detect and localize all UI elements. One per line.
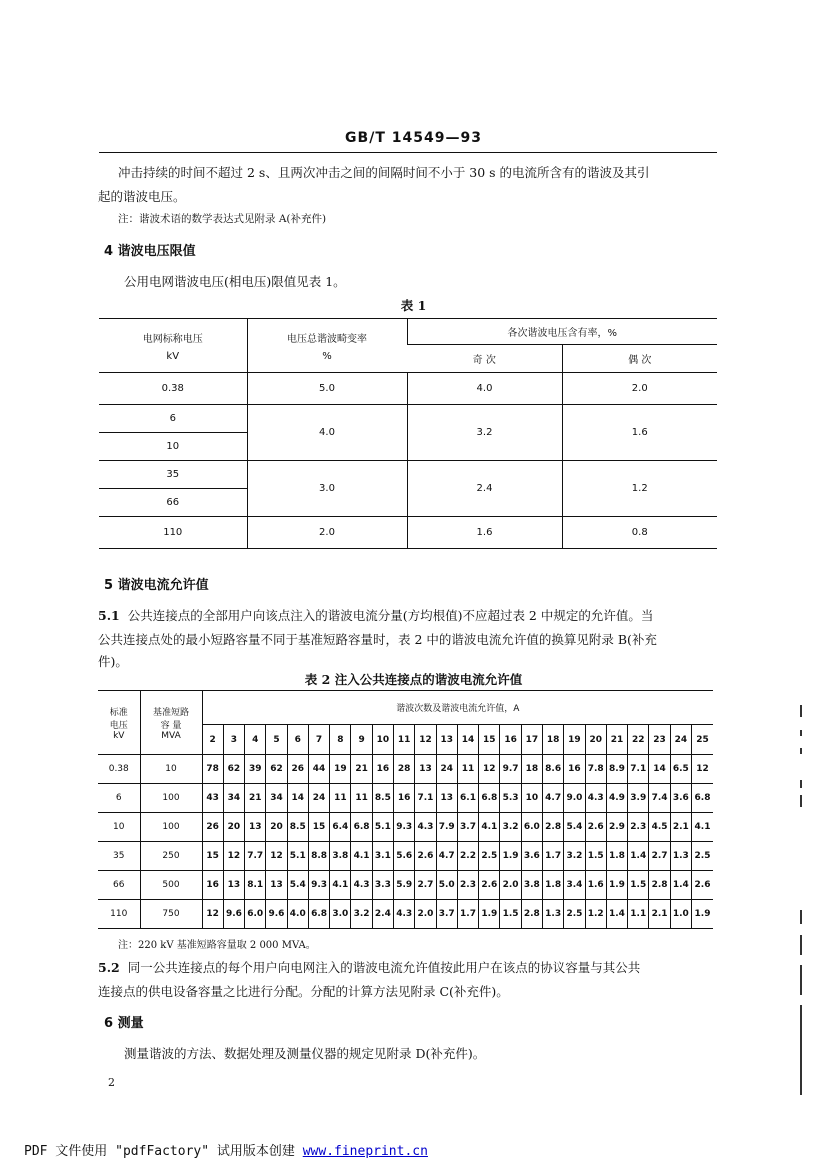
t2-value-cell: 1.7 (457, 900, 478, 929)
t1-cell: 6 (99, 405, 247, 433)
t2-value-cell: 3.8 (521, 871, 542, 900)
t2-voltage-cell: 6 (98, 784, 140, 813)
t2-value-cell: 2.5 (479, 842, 500, 871)
t2-order-header: 10 (372, 725, 393, 755)
t2-value-cell: 16 (372, 755, 393, 784)
t2-value-cell: 6.8 (351, 813, 372, 842)
t2-value-cell: 26 (202, 813, 223, 842)
t2-value-cell: 16 (394, 784, 415, 813)
table-row (98, 813, 713, 842)
t2-value-cell: 4.3 (394, 900, 415, 929)
t2-value-cell: 16 (202, 871, 223, 900)
t2-value-cell: 1.9 (691, 900, 713, 929)
t2-value-cell: 5.4 (564, 813, 585, 842)
t2-value-cell: 1.8 (543, 871, 564, 900)
t2-value-cell: 6.0 (521, 813, 542, 842)
t2-order-header: 15 (479, 725, 500, 755)
t2-order-header: 17 (521, 725, 542, 755)
t2-value-cell: 9.3 (394, 813, 415, 842)
t2-value-cell: 8.8 (308, 842, 329, 871)
t2-value-cell: 1.5 (585, 842, 606, 871)
t2-sc-label: 基准短路 (152, 707, 189, 718)
t2-order-header: 5 (266, 725, 287, 755)
t2-value-cell: 4.3 (415, 813, 436, 842)
t1-thd-label: 电压总谐波畸变率 (287, 333, 367, 345)
t2-value-cell: 11 (330, 784, 351, 813)
t2-value-cell: 12 (479, 755, 500, 784)
t2-value-cell: 13 (436, 784, 457, 813)
t2-sc-cell: 500 (140, 871, 202, 900)
t1-cell: 2.4 (407, 461, 562, 517)
t2-value-cell: 5.9 (394, 871, 415, 900)
t2-order-header: 19 (564, 725, 585, 755)
t2-value-cell: 12 (691, 755, 713, 784)
t2-header-voltage (98, 691, 140, 755)
t1-header-even: 偶 次 (562, 345, 717, 373)
t2-value-cell: 3.0 (330, 900, 351, 929)
t1-cell: 1.6 (562, 405, 717, 461)
t2-sc-unit: MVA (161, 730, 181, 741)
t2-value-cell: 1.3 (543, 900, 564, 929)
t2-value-cell: 1.9 (500, 842, 521, 871)
t2-value-cell: 4.7 (436, 842, 457, 871)
t2-value-cell: 13 (415, 755, 436, 784)
t2-value-cell: 11 (351, 784, 372, 813)
t2-value-cell: 21 (245, 784, 266, 813)
t2-order-header: 25 (691, 725, 713, 755)
t2-value-cell: 6.8 (479, 784, 500, 813)
table-2-caption: 表 2 注入公共连接点的谐波电流允许值 (304, 672, 523, 687)
t1-voltage-unit: kV (166, 350, 180, 362)
t2-value-cell: 44 (308, 755, 329, 784)
t2-order-header: 11 (394, 725, 415, 755)
t1-cell: 35 (99, 461, 247, 489)
t2-value-cell: 3.1 (372, 842, 393, 871)
t2-value-cell: 2.8 (521, 900, 542, 929)
t1-cell: 0.8 (562, 517, 717, 549)
t2-order-header: 8 (330, 725, 351, 755)
t2-value-cell: 2.6 (585, 813, 606, 842)
t2-value-cell: 3.2 (500, 813, 521, 842)
t2-value-cell: 5.1 (287, 842, 308, 871)
t2-value-cell: 3.9 (628, 784, 649, 813)
pdf-footer (24, 1140, 428, 1159)
scan-mark (800, 730, 802, 736)
t2-value-cell: 6.8 (308, 900, 329, 929)
section-6-title: 6 测量 (104, 1016, 144, 1031)
t2-value-cell: 3.3 (372, 871, 393, 900)
section-5-title: 5 谐波电流允许值 (104, 578, 209, 593)
scan-mark (800, 910, 802, 924)
t2-value-cell: 4.3 (585, 784, 606, 813)
t1-cell: 4.0 (247, 405, 407, 461)
t2-value-cell: 20 (223, 813, 244, 842)
t2-value-cell: 1.4 (628, 842, 649, 871)
t2-value-cell: 1.5 (628, 871, 649, 900)
t2-order-header: 2 (202, 725, 223, 755)
t2-voltage-label-2: 电压 (109, 720, 128, 731)
t1-cell: 2.0 (247, 517, 407, 549)
t1-header-odd: 奇 次 (407, 345, 562, 373)
t2-value-cell: 12 (223, 842, 244, 871)
t2-value-cell: 2.3 (628, 813, 649, 842)
t2-value-cell: 3.6 (521, 842, 542, 871)
t2-voltage-unit: kV (113, 730, 125, 741)
table-1-caption: 表 1 (400, 298, 427, 313)
t2-value-cell: 8.6 (543, 755, 564, 784)
t2-value-cell: 3.2 (351, 900, 372, 929)
section-5-1-line-1 (98, 604, 718, 628)
scan-mark (800, 795, 802, 807)
section-5-1-line-3: 件)。 (98, 654, 128, 669)
t2-value-cell: 2.0 (500, 871, 521, 900)
t2-value-cell: 12 (202, 900, 223, 929)
t2-voltage-cell: 110 (98, 900, 140, 929)
t2-value-cell: 4.1 (351, 842, 372, 871)
t2-value-cell: 2.6 (415, 842, 436, 871)
t2-value-cell: 14 (287, 784, 308, 813)
t1-header-voltage (99, 319, 247, 373)
table-row (98, 871, 713, 900)
t2-value-cell: 39 (245, 755, 266, 784)
t2-value-cell: 2.5 (691, 842, 713, 871)
t2-value-cell: 8.1 (245, 871, 266, 900)
t2-order-header: 16 (500, 725, 521, 755)
scan-mark (800, 1005, 802, 1095)
t2-sc-cell: 100 (140, 784, 202, 813)
t2-value-cell: 11 (457, 755, 478, 784)
table-row (98, 842, 713, 871)
t2-value-cell: 1.2 (585, 900, 606, 929)
t2-value-cell: 4.1 (479, 813, 500, 842)
section-5-1-number: 5.1 (98, 608, 120, 623)
t2-order-header: 6 (287, 725, 308, 755)
t2-value-cell: 13 (245, 813, 266, 842)
t2-order-header: 21 (606, 725, 627, 755)
t2-value-cell: 78 (202, 755, 223, 784)
t2-order-header: 12 (415, 725, 436, 755)
t1-cell: 1.6 (407, 517, 562, 549)
t1-cell: 2.0 (562, 373, 717, 405)
t2-value-cell: 2.1 (649, 900, 670, 929)
t1-cell: 66 (99, 489, 247, 517)
t2-voltage-cell: 10 (98, 813, 140, 842)
t2-value-cell: 20 (266, 813, 287, 842)
t2-header-harmonic: 谐波次数及谐波电流允许值，A (202, 691, 713, 725)
t2-order-header: 14 (457, 725, 478, 755)
t2-value-cell: 6.5 (670, 755, 691, 784)
t2-value-cell: 1.4 (606, 900, 627, 929)
t2-header-sc (140, 691, 202, 755)
t2-value-cell: 62 (223, 755, 244, 784)
t2-value-cell: 34 (223, 784, 244, 813)
t2-voltage-label: 标准 (109, 707, 128, 718)
t2-value-cell: 1.0 (670, 900, 691, 929)
t2-value-cell: 3.7 (457, 813, 478, 842)
t2-order-header: 3 (223, 725, 244, 755)
t2-value-cell: 4.3 (351, 871, 372, 900)
t2-voltage-cell: 0.38 (98, 755, 140, 784)
t2-voltage-cell: 66 (98, 871, 140, 900)
t2-value-cell: 2.6 (691, 871, 713, 900)
t2-value-cell: 18 (521, 755, 542, 784)
t2-value-cell: 2.1 (670, 813, 691, 842)
section-6-text: 测量谐波的方法、数据处理及测量仪器的规定见附录 D(补充件)。 (124, 1046, 486, 1061)
t2-sc-cell: 250 (140, 842, 202, 871)
t1-header-thd (247, 319, 407, 373)
t1-cell: 3.0 (247, 461, 407, 517)
section-4-text: 公用电网谐波电压(相电压)限值见表 1。 (124, 274, 346, 289)
t2-value-cell: 2.7 (649, 842, 670, 871)
t2-value-cell: 9.0 (564, 784, 585, 813)
t1-cell: 110 (99, 517, 247, 549)
t2-value-cell: 8.9 (606, 755, 627, 784)
t2-value-cell: 2.3 (457, 871, 478, 900)
section-5-2-line-1 (98, 956, 718, 980)
t2-value-cell: 7.1 (415, 784, 436, 813)
t2-value-cell: 6.0 (245, 900, 266, 929)
intro-note: 注：谐波术语的数学表达式见附录 A(补充件) (118, 213, 327, 225)
intro-line-1: 冲击持续的时间不超过 2 s、且两次冲击之间的间隔时间不小于 30 s 的电流所含有的谐波及其引 (118, 165, 650, 180)
t2-value-cell: 24 (308, 784, 329, 813)
page-number: 2 (108, 1076, 115, 1089)
t2-value-cell: 4.5 (649, 813, 670, 842)
section-5-2-number: 5.2 (98, 960, 120, 975)
t2-order-header: 13 (436, 725, 457, 755)
t1-cell: 3.2 (407, 405, 562, 461)
t2-order-header: 4 (245, 725, 266, 755)
t2-value-cell: 4.1 (330, 871, 351, 900)
t2-value-cell: 1.5 (500, 900, 521, 929)
t2-value-cell: 1.8 (606, 842, 627, 871)
t1-voltage-label: 电网标称电压 (142, 333, 203, 345)
t2-value-cell: 10 (521, 784, 542, 813)
t2-voltage-cell: 35 (98, 842, 140, 871)
table-2-note: 注：220 kV 基准短路容量取 2 000 MVA。 (118, 940, 316, 951)
t2-value-cell: 3.2 (564, 842, 585, 871)
t2-value-cell: 9.6 (223, 900, 244, 929)
t2-order-header: 24 (670, 725, 691, 755)
t2-value-cell: 1.9 (479, 900, 500, 929)
section-5-1-text-1: 公共连接点的全部用户向该点注入的谐波电流分量(方均根值)不应超过表 2 中规定的允许值。当 (127, 608, 654, 623)
t1-cell: 10 (99, 433, 247, 461)
t2-value-cell: 3.4 (564, 871, 585, 900)
section-4-title: 4 谐波电压限值 (104, 244, 196, 259)
t2-value-cell: 8.5 (372, 784, 393, 813)
t2-value-cell: 15 (308, 813, 329, 842)
footer-text: PDF 文件使用 "pdfFactory" 试用版本创建 (24, 1144, 303, 1159)
t2-value-cell: 5.4 (287, 871, 308, 900)
t2-value-cell: 1.6 (585, 871, 606, 900)
scan-mark (800, 965, 802, 995)
t2-value-cell: 1.3 (670, 842, 691, 871)
t2-value-cell: 8.5 (287, 813, 308, 842)
t2-value-cell: 3.8 (330, 842, 351, 871)
t2-value-cell: 43 (202, 784, 223, 813)
t2-value-cell: 9.3 (308, 871, 329, 900)
t2-value-cell: 2.8 (649, 871, 670, 900)
t2-value-cell: 1.9 (606, 871, 627, 900)
t2-order-header: 9 (351, 725, 372, 755)
t2-sc-cell: 750 (140, 900, 202, 929)
t2-value-cell: 3.6 (670, 784, 691, 813)
t2-value-cell: 2.6 (479, 871, 500, 900)
t2-value-cell: 2.7 (415, 871, 436, 900)
t2-value-cell: 5.1 (372, 813, 393, 842)
t2-value-cell: 2.8 (543, 813, 564, 842)
t1-cell: 4.0 (407, 373, 562, 405)
t1-cell: 1.2 (562, 461, 717, 517)
t2-value-cell: 15 (202, 842, 223, 871)
t2-value-cell: 4.7 (543, 784, 564, 813)
intro-line-2: 起的谐波电压。 (98, 189, 186, 204)
table-row (98, 900, 713, 929)
section-5-2-line-2: 连接点的供电设备容量之比进行分配。分配的计算方法见附录 C(补充件)。 (98, 984, 509, 999)
t2-order-header: 7 (308, 725, 329, 755)
t1-cell: 5.0 (247, 373, 407, 405)
t2-value-cell: 9.6 (266, 900, 287, 929)
t2-order-header: 18 (543, 725, 564, 755)
t2-value-cell: 5.6 (394, 842, 415, 871)
t1-thd-unit: % (322, 350, 332, 362)
table-row (98, 755, 713, 784)
t2-value-cell: 2.5 (564, 900, 585, 929)
t2-value-cell: 13 (266, 871, 287, 900)
t2-sc-cell: 100 (140, 813, 202, 842)
t2-value-cell: 28 (394, 755, 415, 784)
t2-value-cell: 7.7 (245, 842, 266, 871)
header-rule (99, 152, 717, 153)
scan-mark (800, 780, 802, 788)
t2-value-cell: 2.4 (372, 900, 393, 929)
page-header: GB/T 14549—93 (345, 130, 482, 146)
t2-value-cell: 7.9 (436, 813, 457, 842)
section-5-2-text-1: 同一公共连接点的每个用户向电网注入的谐波电流允许值按此用户在该点的协议容量与其公共 (127, 960, 641, 975)
t2-value-cell: 2.0 (415, 900, 436, 929)
t2-value-cell: 4.0 (287, 900, 308, 929)
t2-value-cell: 9.7 (500, 755, 521, 784)
t2-value-cell: 6.1 (457, 784, 478, 813)
t2-value-cell: 5.3 (500, 784, 521, 813)
t2-value-cell: 3.7 (436, 900, 457, 929)
t2-value-cell: 13 (223, 871, 244, 900)
t2-value-cell: 6.8 (691, 784, 713, 813)
footer-link[interactable]: www.fineprint.cn (302, 1144, 428, 1159)
t2-value-cell: 2.2 (457, 842, 478, 871)
t2-value-cell: 21 (351, 755, 372, 784)
t2-value-cell: 7.8 (585, 755, 606, 784)
t2-value-cell: 34 (266, 784, 287, 813)
t2-value-cell: 14 (649, 755, 670, 784)
t2-value-cell: 7.4 (649, 784, 670, 813)
t2-value-cell: 1.1 (628, 900, 649, 929)
section-5-1-line-2: 公共连接点处的最小短路容量不同于基准短路容量时，表 2 中的谐波电流允许值的换算见附录 B(补充 (98, 632, 657, 647)
t2-value-cell: 1.4 (670, 871, 691, 900)
scan-mark (800, 935, 802, 955)
table-2 (98, 690, 713, 929)
table-row (98, 784, 713, 813)
t2-value-cell: 4.1 (691, 813, 713, 842)
scan-mark (800, 748, 802, 754)
t2-order-header: 20 (585, 725, 606, 755)
t2-value-cell: 2.9 (606, 813, 627, 842)
table-1 (99, 318, 717, 549)
t2-value-cell: 4.9 (606, 784, 627, 813)
t2-value-cell: 1.7 (543, 842, 564, 871)
scan-mark (800, 705, 802, 717)
t2-value-cell: 24 (436, 755, 457, 784)
t2-value-cell: 62 (266, 755, 287, 784)
t2-value-cell: 5.0 (436, 871, 457, 900)
t2-sc-label-2: 容 量 (160, 720, 182, 731)
t2-value-cell: 26 (287, 755, 308, 784)
t2-value-cell: 19 (330, 755, 351, 784)
t2-order-header: 22 (628, 725, 649, 755)
t1-header-harmonic: 各次谐波电压含有率，% (407, 319, 717, 345)
t2-value-cell: 16 (564, 755, 585, 784)
t2-sc-cell: 10 (140, 755, 202, 784)
t1-cell: 0.38 (99, 373, 247, 405)
t2-value-cell: 12 (266, 842, 287, 871)
t2-value-cell: 7.1 (628, 755, 649, 784)
t2-order-header: 23 (649, 725, 670, 755)
t2-value-cell: 6.4 (330, 813, 351, 842)
